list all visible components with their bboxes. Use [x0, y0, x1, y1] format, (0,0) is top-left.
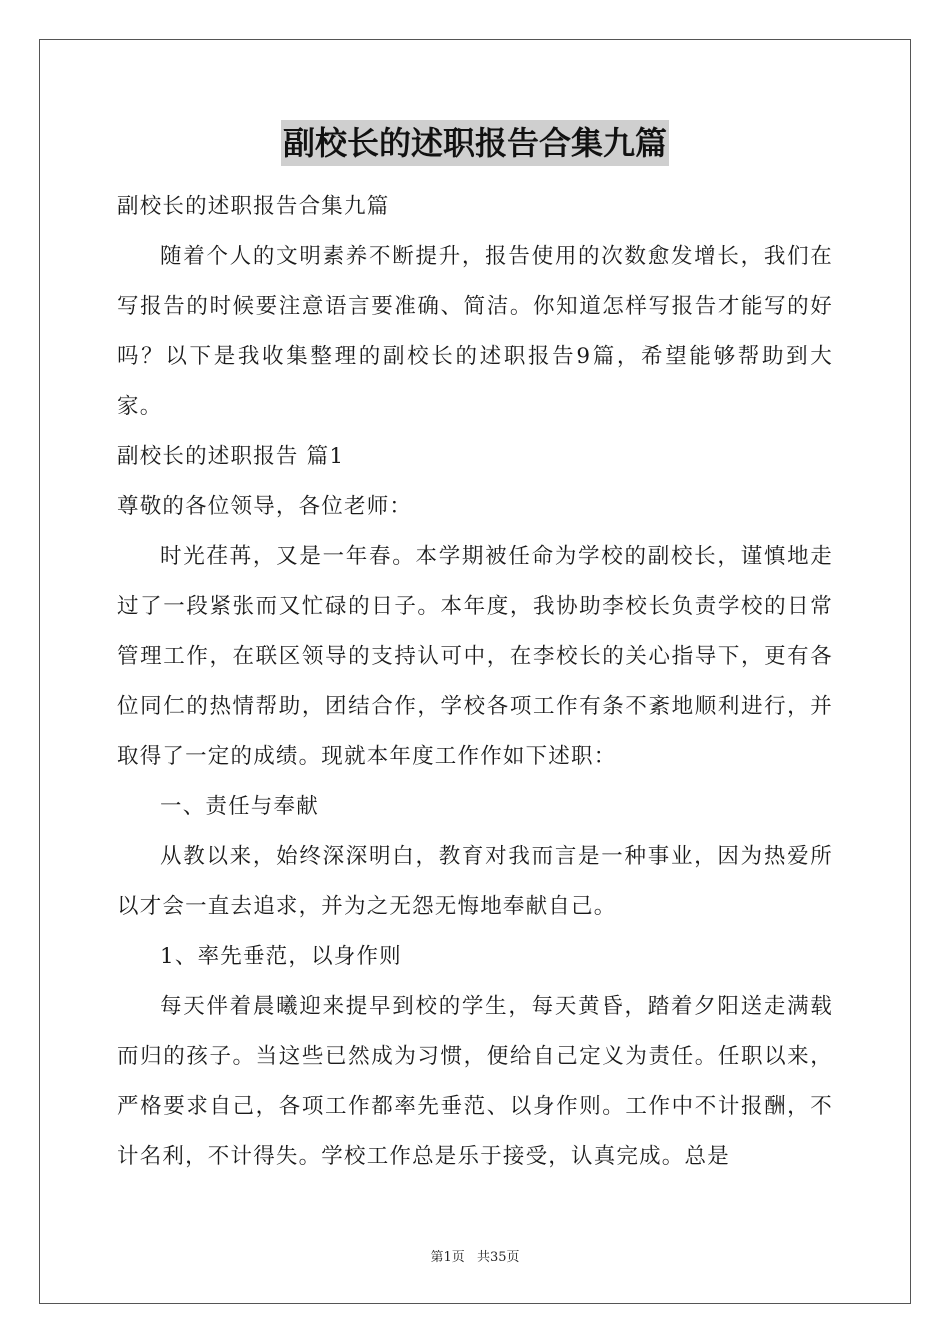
page-total: 共35页: [476, 1250, 520, 1265]
paragraph-body: 时光荏苒，又是一年春。本学期被任命为学校的副校长，谨慎地走过了一段紧张而又忙碌的日子。本年度，我协助李校长负责学校的日常管理工作，在联区领导的支持认可中，在李校长的关心指导下，更有各位同仁的热情帮助，团结合作，学校各项工作有条不紊地顺利进行，并取得了一定的成绩。现就本年度工作作如下述职：: [117, 544, 833, 769]
paragraph-subtitle: 副校长的述职报告合集九篇: [117, 194, 390, 219]
document-title: 副校长的述职报告合集九篇: [281, 120, 669, 166]
page-footer: [0, 1246, 950, 1265]
salutation: 尊敬的各位领导，各位老师：: [117, 494, 413, 519]
subheading-example: 1、率先垂范，以身作则: [160, 944, 402, 969]
document-body: [117, 120, 833, 1182]
subheading-responsibility: 一、责任与奉献: [160, 794, 319, 819]
paragraph-body: 每天伴着晨曦迎来提早到校的学生，每天黄昏，踏着夕阳送走满载而归的孩子。当这些已然成为习惯，便给自己定义为责任。任职以来，严格要求自己，各项工作都率先垂范、以身作则。工作中不计报酬，不计名利，不计得失。学校工作总是乐于接受，认真完成。总是: [117, 994, 833, 1169]
paragraph-intro: 随着个人的文明素养不断提升，报告使用的次数愈发增长，我们在写报告的时候要注意语言要准确、简洁。你知道怎样写报告才能写的好吗？以下是我收集整理的副校长的述职报告9篇，希望能够帮助到大家。: [117, 244, 833, 419]
section-heading: 副校长的述职报告 篇1: [117, 444, 345, 469]
title-container: [117, 120, 833, 178]
paragraph-body: 从教以来，始终深深明白，教育对我而言是一种事业，因为热爱所以才会一直去追求，并为之无怨无悔地奉献自己。: [117, 844, 833, 919]
page-number: 第1页: [430, 1250, 465, 1265]
